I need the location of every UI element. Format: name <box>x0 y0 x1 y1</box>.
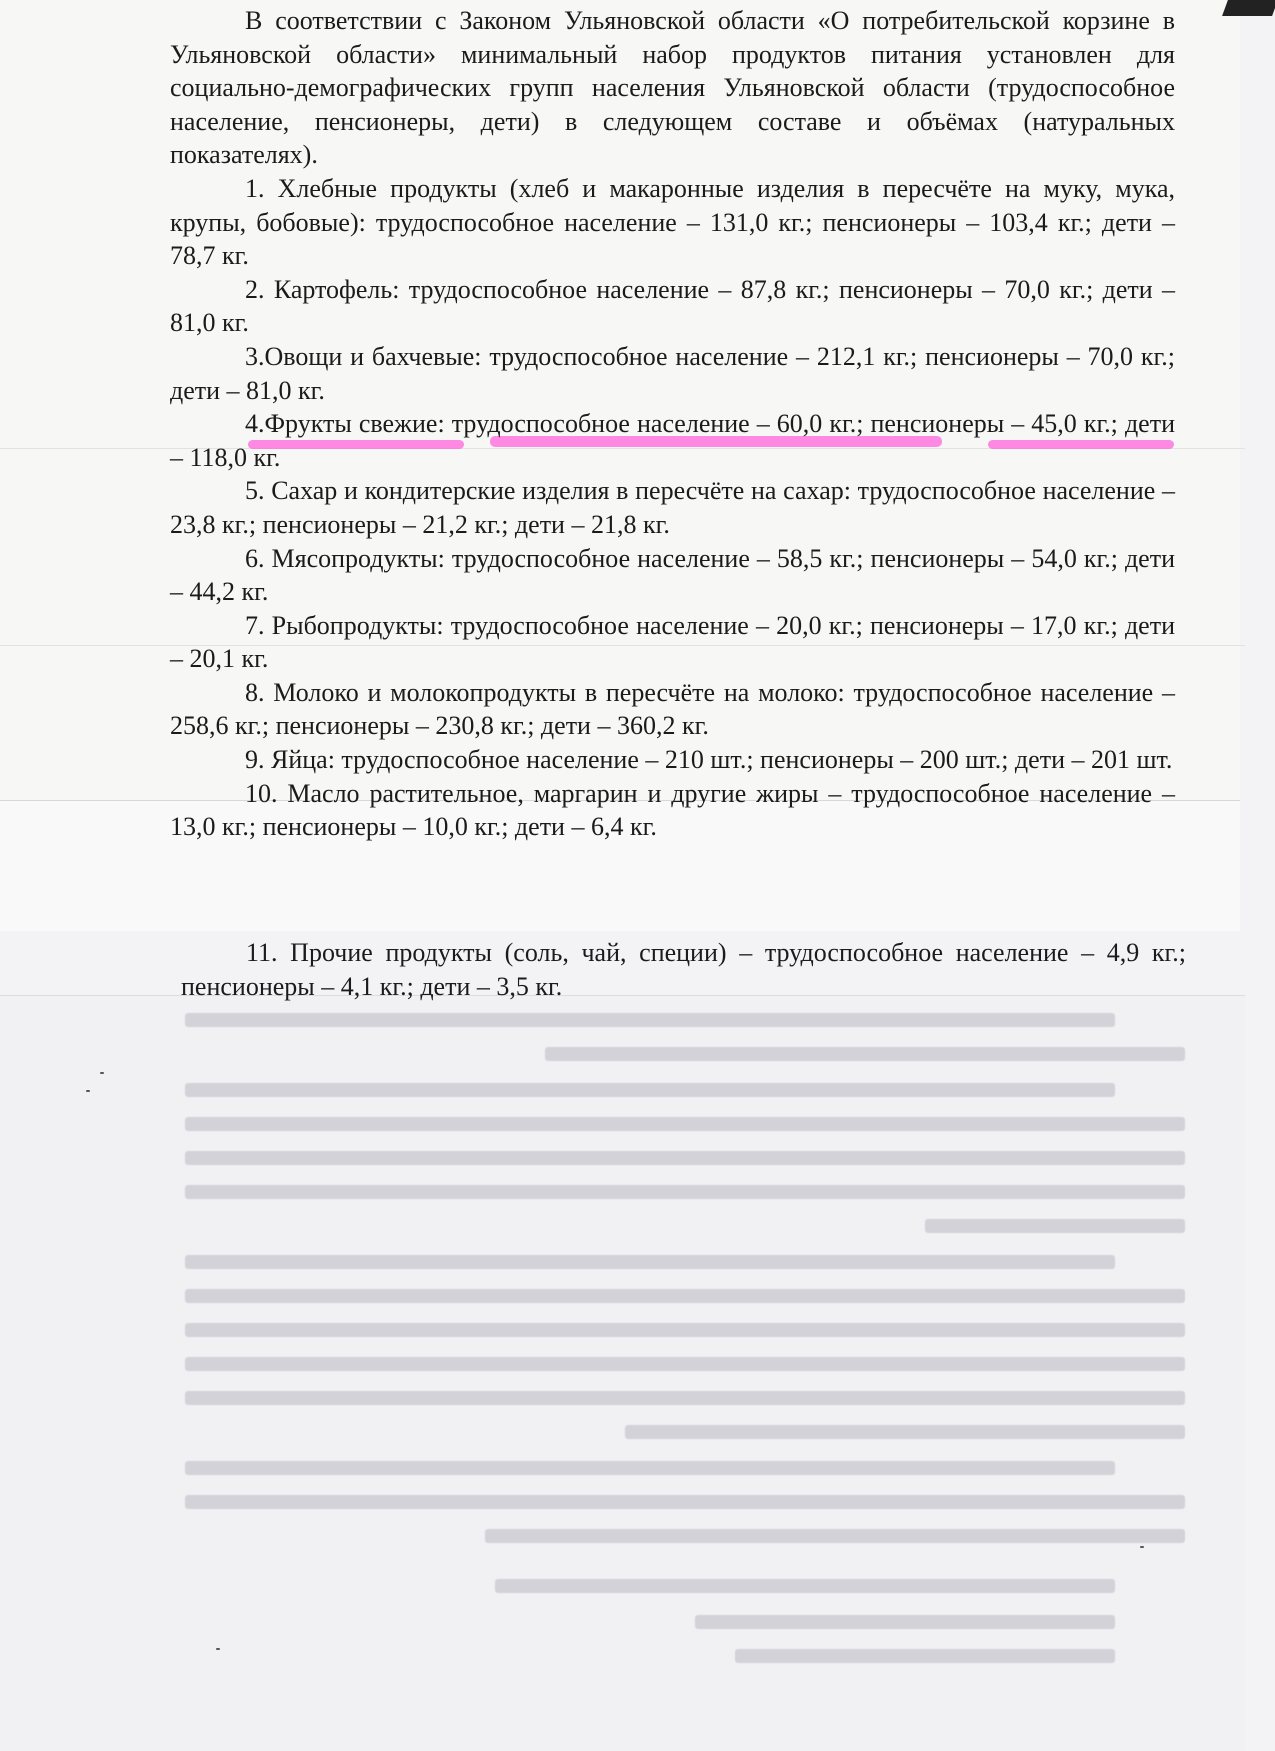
list-item: 11. Прочие продукты (соль, чай, специи) – трудоспособное население – 4,9 кг.; пенсионеры – 4,1 кг.; дети – 3,5 кг. <box>181 938 1186 1001</box>
intro-paragraph: В соответствии с Законом Ульяновской области «О потребительской корзине в Ульяновской области» минимальный набор продуктов питания установлен для социально-демографических групп населения Ульяновской области (трудоспособное население, пенсионеры, дети) в следующем составе и объёмах (натуральных показателях). <box>170 6 1175 170</box>
scan-speck <box>1140 1546 1144 1548</box>
list-item: 5. Сахар и кондитерские изделия в пересчёте на сахар: трудоспособное население – 23,8 кг.; пенсионеры – 21,2 кг.; дети – 21,8 кг. <box>170 476 1175 539</box>
scan-speck <box>86 1090 90 1092</box>
list-item: 1. Хлебные продукты (хлеб и макаронные изделия в пересчёте на муку, мука, крупы, бобовые): трудоспособное население – 131,0 кг.; пенсионеры – 103,4 кг.; дети – 78,7 кг. <box>170 173 1175 271</box>
list-item: 9. Яйца: трудоспособное население – 210 шт.; пенсионеры – 200 шт.; дети – 201 шт. <box>245 745 1173 775</box>
document-body <box>170 4 1175 844</box>
list-item: 7. Рыбопродукты: трудоспособное население – 20,0 кг.; пенсионеры – 17,0 кг.; дети – 20,1 кг. <box>170 610 1175 674</box>
scan-corner-shadow <box>1222 0 1275 16</box>
list-item: 6. Мясопродукты: трудоспособное население – 58,5 кг.; пенсионеры – 54,0 кг.; дети – 44,2 кг. <box>170 543 1175 607</box>
scan-speck <box>100 1072 104 1074</box>
list-item: 3.Овощи и бахчевые: трудоспособное население – 212,1 кг.; пенсионеры – 70,0 кг.; дети – 81,0 кг. <box>170 341 1175 405</box>
list-item-highlighted: 4.Фрукты свежие: трудоспособное население – 60,0 кг.; пенсионеры – 45,0 кг.; дети – 118,0 кг. <box>170 409 1175 472</box>
list-item: 10. Масло растительное, маргарин и другие жиры – трудоспособное население – 13,0 кг.; пенсионеры – 10,0 кг.; дети – 6,4 кг. <box>170 778 1175 842</box>
bleed-lines <box>180 1003 1185 1703</box>
list-item: 8. Молоко и молокопродукты в пересчёте на молоко: трудоспособное население – 258,6 кг.; пенсионеры – 230,8 кг.; дети – 360,2 кг. <box>170 677 1175 741</box>
list-item: 2. Картофель: трудоспособное население – 87,8 кг.; пенсионеры – 70,0 кг.; дети – 81,0 кг. <box>170 274 1175 338</box>
scan-speck <box>216 1648 220 1650</box>
bleed-through-texture <box>180 1003 1185 1712</box>
